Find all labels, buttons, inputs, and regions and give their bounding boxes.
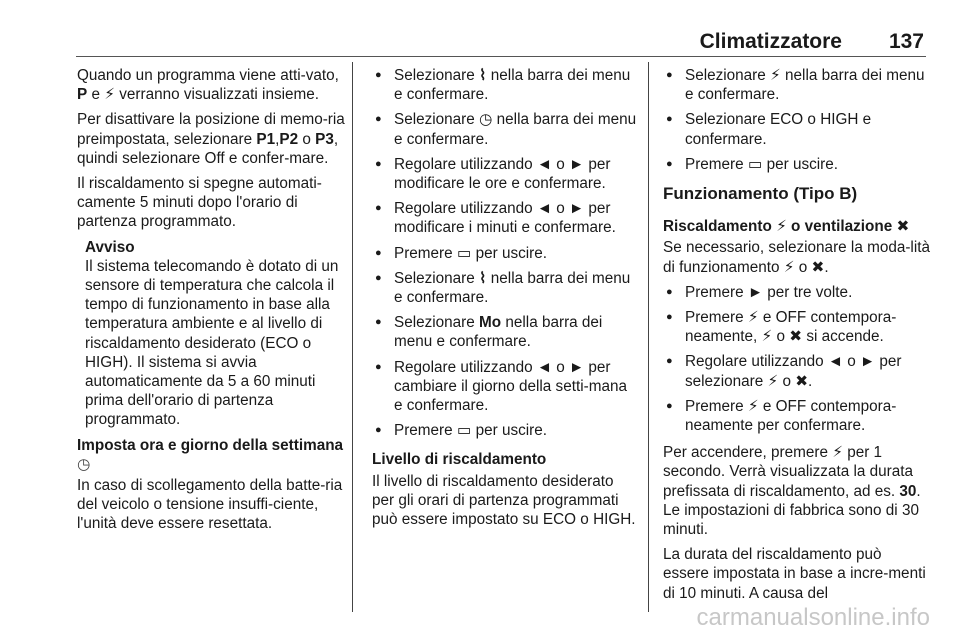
header-rule xyxy=(76,56,926,57)
mode-steps xyxy=(663,283,931,435)
column-divider-1 xyxy=(352,62,353,612)
note-box xyxy=(77,238,345,430)
subheading-set-time: Imposta ora e giorno della settimana ◷ xyxy=(77,436,344,473)
list-item: ● Regolare utilizzando ◄ o ► per modificare le ore e confermare. xyxy=(372,155,638,193)
menu-icon: ▭ xyxy=(456,244,472,262)
paragraph-switch-on: Per accendere, premere ⚡ per 1 secondo. Verrà visualizzata la durata prefissata di riscaldamento, ad es. 30. Le impostazioni di fabbrica sono di 30 minuti. xyxy=(663,444,921,539)
menu-icon: ◷ xyxy=(479,111,493,129)
watermark: carmanualsonline.info xyxy=(696,604,930,631)
list-item: ● Premere ⚡ e OFF contempora-neamente, ⚡ o ✖ si accende. xyxy=(663,308,931,346)
list-item: ● Premere ► per tre volte. xyxy=(663,283,931,302)
paragraph-duration: La durata del riscaldamento può essere impostata in base a incre-menti di 10 minuti. A causa del xyxy=(663,546,926,602)
paragraph-auto-off: Il riscaldamento si spegne automati-camente 5 minuti dopo l'orario di partenza programmato. xyxy=(77,175,322,231)
paragraph-battery-reset: In caso di scollegamento della batte-ria del veicolo o tensione insuffi-ciente, l'unità deve essere resettata. xyxy=(77,477,343,533)
list-item: ● Selezionare ⚡ nella barra dei menu e confermare. xyxy=(663,66,931,104)
menu-icon: ▭ xyxy=(747,155,763,173)
heat-icon: ⚡ xyxy=(832,444,843,462)
note-title: Avviso xyxy=(85,238,135,256)
menu-icon: ⌇ xyxy=(479,269,487,287)
subheading-heating-ventilation: Riscaldamento ⚡ o ventilazione ✖ xyxy=(663,218,910,236)
list-item: ● Selezionare ⌇ nella barra dei menu e confermare. xyxy=(372,66,638,104)
fan-icon: ✖ xyxy=(811,258,825,276)
list-item: ● Regolare utilizzando ◄ o ► per selezionare ⚡ o ✖. xyxy=(663,352,931,390)
column-1 xyxy=(77,66,345,540)
heat-icon: ⚡ xyxy=(783,258,795,276)
list-item: ● Premere ⚡ e OFF contempora-neamente per confermare. xyxy=(663,397,931,435)
column-2 xyxy=(372,66,638,535)
column-3 xyxy=(663,66,931,609)
weekday-label: Mo xyxy=(479,314,502,332)
section-heading-type-b: Funzionamento (Tipo B) xyxy=(663,184,858,204)
menu-icon: ⚡ xyxy=(770,67,781,84)
time-setting-steps xyxy=(372,66,638,440)
list-item: ● Premere ▭ per uscire. xyxy=(372,421,638,440)
subheading-heating-level: Livello di riscaldamento xyxy=(372,451,547,469)
paragraph-heating-level: Il livello di riscaldamento desiderato per gli orari di partenza programmati può essere impostato su ECO o HIGH. xyxy=(372,472,636,529)
list-item: ● Selezionare ECO o HIGH e confermare. xyxy=(663,110,931,148)
chapter-title: Climatizzatore xyxy=(699,30,842,53)
column-divider-2 xyxy=(648,62,649,612)
paragraph-select-mode: Se necessario, selezionare la moda-lità di funzionamento ⚡ o ✖. xyxy=(663,239,930,276)
list-item: ● Regolare utilizzando ◄ o ► per modificare i minuti e confermare. xyxy=(372,199,638,237)
list-item: ● Premere ▭ per uscire. xyxy=(663,155,931,174)
list-item: ● Selezionare ◷ nella barra dei menu e confermare. xyxy=(372,110,638,148)
page-number: 137 xyxy=(888,30,924,53)
level-steps xyxy=(663,66,931,174)
paragraph-program-active: Quando un programma viene atti-vato, P e ⚡ verranno visualizzati insieme. xyxy=(77,67,339,104)
list-item: ● Premere ▭ per uscire. xyxy=(372,244,638,263)
list-item: ● Regolare utilizzando ◄ o ► per cambiare il giorno della setti-mana e confermare. xyxy=(372,358,638,416)
list-item: ● Selezionare ⌇ nella barra dei menu e confermare. xyxy=(372,269,638,307)
note-text: Il sistema telecomando è dotato di un sensore di temperatura che calcola il tempo di funzionamento in base alla temperatura ambiente e al livello di riscaldamento desiderato (ECO o HIGH). Il sistema si avvia automaticamente da 5 a 60 minuti prima dell'orario di partenza programmato. xyxy=(85,257,339,429)
paragraph-deactivate-memory: Per disattivare la posizione di memo-ria preimpostata, selezionare P1,P2 o P3, quindi selezionare Off e confer-mare. xyxy=(77,111,345,167)
heat-icon: ⚡ xyxy=(104,86,115,104)
fan-icon: ✖ xyxy=(896,218,910,236)
menu-icon: ▭ xyxy=(456,422,472,440)
page-header xyxy=(0,0,960,54)
list-item: ● Selezionare Mo nella barra dei menu e confermare. xyxy=(372,313,638,351)
heat-icon: ⚡ xyxy=(776,218,787,236)
clock-icon: ◷ xyxy=(77,455,91,473)
menu-icon: ⌇ xyxy=(479,67,487,84)
